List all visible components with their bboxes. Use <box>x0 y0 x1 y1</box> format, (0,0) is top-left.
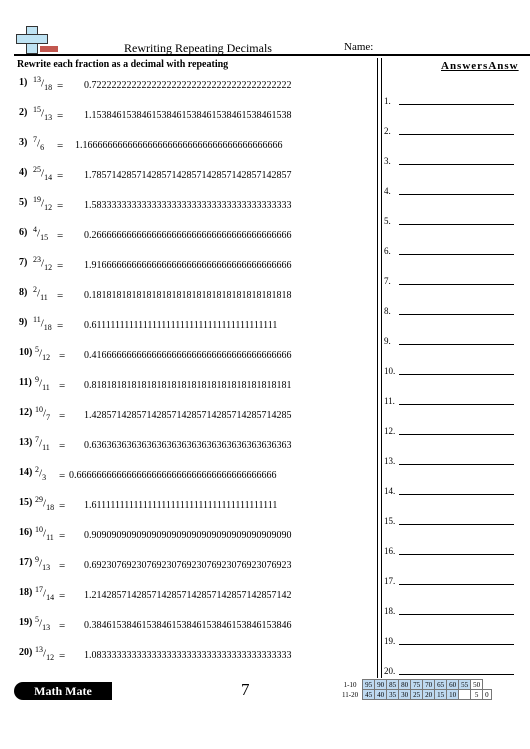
numerator: 29 <box>35 495 43 504</box>
equals-sign: = <box>57 110 64 122</box>
numerator: 9 <box>35 375 39 384</box>
fraction: $^{23}/_{12}$ <box>33 255 53 272</box>
problem-number: 12) <box>19 407 33 418</box>
problem-number: 20) <box>19 647 33 658</box>
answer-blank[interactable] <box>399 464 514 465</box>
answer-blank[interactable] <box>399 104 514 105</box>
score-cell: 60 <box>447 680 459 690</box>
answer-line[interactable] <box>384 568 530 588</box>
denominator: 6 <box>40 142 45 152</box>
answer-number: 5. <box>384 216 391 226</box>
problem-row <box>19 135 369 163</box>
answer-line[interactable] <box>384 388 530 408</box>
answer-line[interactable] <box>384 88 530 108</box>
problem-row <box>19 345 369 373</box>
answer-number: 17. <box>384 576 396 586</box>
problem-number: 4) <box>19 167 28 178</box>
equals-sign: = <box>57 230 64 242</box>
fraction: $^5/_{12}$ <box>35 345 51 362</box>
score-range-label: 11-20 <box>342 690 359 699</box>
equals-sign: = <box>57 170 64 182</box>
score-cell: 65 <box>435 680 447 690</box>
denominator: 14 <box>44 172 53 182</box>
brand-logo: Math Mate <box>14 682 112 700</box>
answer-blank[interactable] <box>399 224 514 225</box>
problem-row <box>19 165 369 193</box>
decimal-value: 0.1818181818181818181818181818181818181818 <box>84 290 292 301</box>
decimal-value: 0.3846153846153846153846153846153846153846 <box>84 620 292 631</box>
denominator: 3 <box>42 472 47 482</box>
problem-row <box>19 525 369 553</box>
problem-number: 15) <box>19 497 33 508</box>
answer-blank[interactable] <box>399 254 514 255</box>
problem-row <box>19 225 369 253</box>
numerator: 10 <box>35 525 43 534</box>
problem-number: 11) <box>19 377 32 388</box>
denominator: 18 <box>44 82 53 92</box>
answer-line[interactable] <box>384 118 530 138</box>
equals-sign: = <box>57 200 64 212</box>
instructions: Rewrite each fraction as a decimal with repeating <box>17 59 229 70</box>
denominator: 12 <box>44 202 53 212</box>
decimal-value: 0.6363636363636363636363636363636363636363 <box>84 440 292 451</box>
equals-sign: = <box>57 140 64 152</box>
decimal-value: 1.6111111111111111111111111111111111111111 <box>84 500 278 511</box>
fraction: $^{19}/_{12}$ <box>33 195 53 212</box>
answer-number: 10. <box>384 366 396 376</box>
answer-blank[interactable] <box>399 584 514 585</box>
denominator: 7 <box>46 412 51 422</box>
equals-sign: = <box>59 560 66 572</box>
answer-number: 11. <box>384 396 395 406</box>
fraction: $^2/_{11}$ <box>33 285 48 302</box>
answer-line[interactable] <box>384 268 530 288</box>
equals-sign: = <box>57 290 64 302</box>
problem-row <box>19 615 369 643</box>
answer-line[interactable] <box>384 658 530 678</box>
numerator: 7 <box>35 435 39 444</box>
answer-line[interactable] <box>384 508 530 528</box>
score-cell: 20 <box>423 690 435 700</box>
answer-line[interactable] <box>384 538 530 558</box>
decimal-value: 0.6666666666666666666666666666666666666666 <box>69 470 277 481</box>
equals-sign: = <box>59 650 66 662</box>
numerator: 9 <box>35 555 39 564</box>
fraction: $^{15}/_{13}$ <box>33 105 53 122</box>
score-cell: 35 <box>387 690 399 700</box>
fraction: $^{10}/_7$ <box>35 405 51 422</box>
equals-sign: = <box>59 410 66 422</box>
problem-row <box>19 375 369 403</box>
decimal-value: 0.9090909090909090909090909090909090909090 <box>84 530 292 541</box>
equals-sign: = <box>57 260 64 272</box>
numerator: 7 <box>33 135 37 144</box>
score-cell: 25 <box>411 690 423 700</box>
decimal-value: 1.0833333333333333333333333333333333333333 <box>84 650 292 661</box>
answer-line[interactable] <box>384 598 530 618</box>
answer-number: 2. <box>384 126 391 136</box>
score-cell: 10 <box>447 690 459 700</box>
answer-blank[interactable] <box>399 164 514 165</box>
answer-line[interactable] <box>384 298 530 318</box>
problem-number: 6) <box>19 227 28 238</box>
answer-number: 18. <box>384 606 396 616</box>
problem-number: 14) <box>19 467 33 478</box>
decimal-value: 0.2666666666666666666666666666666666666666 <box>84 230 292 241</box>
score-cell: 95 <box>363 680 375 690</box>
answer-number: 9. <box>384 336 391 346</box>
equals-sign: = <box>59 530 66 542</box>
answer-line[interactable] <box>384 328 530 348</box>
answer-blank[interactable] <box>399 614 514 615</box>
answer-number: 4. <box>384 186 391 196</box>
numerator: 19 <box>33 195 41 204</box>
problem-number: 18) <box>19 587 33 598</box>
answer-blank[interactable] <box>399 194 514 195</box>
problem-row <box>19 585 369 613</box>
decimal-value: 0.7222222222222222222222222222222222222222 <box>84 80 292 91</box>
decimal-value: 1.2142857142857142857142857142857142857142 <box>84 590 292 601</box>
answer-line[interactable] <box>384 358 530 378</box>
fraction: $^2/_3$ <box>35 465 47 482</box>
problem-number: 5) <box>19 197 28 208</box>
answer-line[interactable] <box>384 238 530 258</box>
answer-blank[interactable] <box>399 644 514 645</box>
numerator: 13 <box>33 75 41 84</box>
fraction: $^9/_{13}$ <box>35 555 51 572</box>
equals-sign: = <box>59 500 66 512</box>
answer-blank[interactable] <box>399 314 514 315</box>
equals-sign: = <box>59 350 66 362</box>
answer-line[interactable] <box>384 448 530 468</box>
score-cell: 5 <box>471 690 483 700</box>
answer-number: 3. <box>384 156 391 166</box>
answers-title: AnswersAnsw <box>441 60 519 72</box>
answer-blank[interactable] <box>399 434 514 435</box>
fraction: $^7/_6$ <box>33 135 45 152</box>
problem-row <box>19 195 369 223</box>
numerator: 25 <box>33 165 41 174</box>
answer-number: 16. <box>384 546 396 556</box>
problem-row <box>19 435 369 463</box>
denominator: 11 <box>40 292 48 302</box>
problem-row <box>19 495 369 523</box>
denominator: 18 <box>43 322 52 332</box>
problem-number: 2) <box>19 107 28 118</box>
equals-sign: = <box>59 470 66 482</box>
answer-blank[interactable] <box>399 674 514 675</box>
problem-number: 1) <box>19 77 28 88</box>
problem-row <box>19 315 369 343</box>
fraction: $^5/_{13}$ <box>35 615 51 632</box>
answer-number: 12. <box>384 426 396 436</box>
score-cell: 90 <box>375 680 387 690</box>
decimal-value: 0.6111111111111111111111111111111111111111 <box>84 320 278 331</box>
fraction: $^{29}/_{18}$ <box>35 495 55 512</box>
decimal-value: 1.7857142857142857142857142857142857142857 <box>84 170 292 181</box>
fraction: $^{25}/_{14}$ <box>33 165 53 182</box>
answer-number: 7. <box>384 276 391 286</box>
fraction: $^{13}/_{18}$ <box>33 75 53 92</box>
numerator: 5 <box>35 345 39 354</box>
answer-number: 20. <box>384 666 396 676</box>
answer-line[interactable] <box>384 208 530 228</box>
answer-number: 14. <box>384 486 396 496</box>
problem-number: 10) <box>19 347 33 358</box>
score-table <box>340 679 492 700</box>
denominator: 12 <box>42 352 51 362</box>
decimal-value: 1.4285714285714285714285714285714285714285 <box>84 410 292 421</box>
problem-row <box>19 285 369 313</box>
decimal-value: 0.4166666666666666666666666666666666666666 <box>84 350 292 361</box>
score-cell: 70 <box>423 680 435 690</box>
numerator: 15 <box>33 105 41 114</box>
fraction: $^{17}/_{14}$ <box>35 585 55 602</box>
problem-number: 7) <box>19 257 28 268</box>
score-cell <box>459 690 471 700</box>
equals-sign: = <box>59 590 66 602</box>
answer-blank[interactable] <box>399 374 514 375</box>
score-cell: 50 <box>471 680 483 690</box>
problem-row <box>19 105 369 133</box>
problem-number: 16) <box>19 527 33 538</box>
problem-row <box>19 645 369 673</box>
name-label: Name: <box>344 41 374 53</box>
numerator: 11 <box>33 315 41 324</box>
answer-blank[interactable] <box>399 134 514 135</box>
answer-number: 15. <box>384 516 396 526</box>
numerator: 10 <box>35 405 43 414</box>
denominator: 12 <box>46 652 55 662</box>
denominator: 18 <box>46 502 55 512</box>
answer-blank[interactable] <box>399 524 514 525</box>
numerator: 23 <box>33 255 41 264</box>
numerator: 2 <box>33 285 37 294</box>
answer-blank[interactable] <box>399 554 514 555</box>
answer-blank[interactable] <box>399 404 514 405</box>
answer-blank[interactable] <box>399 494 514 495</box>
score-cell: 0 <box>483 690 492 700</box>
denominator: 11 <box>42 442 50 452</box>
score-cell: 85 <box>387 680 399 690</box>
worksheet-title: Rewriting Repeating Decimals <box>124 41 272 55</box>
problem-row <box>19 465 369 493</box>
answer-number: 1. <box>384 96 391 106</box>
fraction: $^4/_{15}$ <box>33 225 49 242</box>
decimal-value: 0.8181818181818181818181818181818181818181 <box>84 380 292 391</box>
problem-number: 17) <box>19 557 33 568</box>
score-cell: 55 <box>459 680 471 690</box>
header-rule <box>14 54 530 56</box>
score-cell: 75 <box>411 680 423 690</box>
problem-row <box>19 255 369 283</box>
problem-row <box>19 555 369 583</box>
answer-line[interactable] <box>384 148 530 168</box>
numerator: 5 <box>35 615 39 624</box>
answer-line[interactable] <box>384 178 530 198</box>
problem-number: 13) <box>19 437 33 448</box>
denominator: 15 <box>40 232 49 242</box>
denominator: 13 <box>42 622 51 632</box>
score-cell: 80 <box>399 680 411 690</box>
answer-blank[interactable] <box>399 344 514 345</box>
decimal-value: 0.6923076923076923076923076923076923076923 <box>84 560 292 571</box>
answer-line[interactable] <box>384 628 530 648</box>
decimal-value: 1.5833333333333333333333333333333333333333 <box>84 200 292 211</box>
fraction: $^{13}/_{12}$ <box>35 645 55 662</box>
denominator: 13 <box>44 112 53 122</box>
equals-sign: = <box>59 380 66 392</box>
answer-line[interactable] <box>384 478 530 498</box>
column-divider <box>377 58 382 678</box>
decimal-value: 1.1666666666666666666666666666666666666666 <box>75 140 283 151</box>
answer-number: 19. <box>384 636 396 646</box>
equals-sign: = <box>59 440 66 452</box>
score-row <box>340 680 491 690</box>
problem-row <box>19 405 369 433</box>
problem-number: 8) <box>19 287 28 298</box>
numerator: 4 <box>33 225 37 234</box>
fraction: $^{10}/_{11}$ <box>35 525 54 542</box>
equals-sign: = <box>57 80 64 92</box>
decimal-value: 1.1538461538461538461538461538461538461538 <box>84 110 292 121</box>
numerator: 17 <box>35 585 43 594</box>
denominator: 14 <box>46 592 55 602</box>
numerator: 13 <box>35 645 43 654</box>
score-row <box>340 690 491 700</box>
answer-line[interactable] <box>384 418 530 438</box>
problem-number: 9) <box>19 317 28 328</box>
score-cell: 30 <box>399 690 411 700</box>
score-cell: 15 <box>435 690 447 700</box>
denominator: 12 <box>44 262 53 272</box>
fraction: $^{11}/_{18}$ <box>33 315 52 332</box>
answer-number: 6. <box>384 246 391 256</box>
equals-sign: = <box>57 320 64 332</box>
problem-number: 19) <box>19 617 33 628</box>
score-cell: 45 <box>363 690 375 700</box>
answer-number: 13. <box>384 456 396 466</box>
page-number: 7 <box>241 680 250 699</box>
score-range-label: 1-10 <box>343 680 357 689</box>
answer-blank[interactable] <box>399 284 514 285</box>
denominator: 13 <box>42 562 51 572</box>
score-cell: 40 <box>375 690 387 700</box>
answer-number: 8. <box>384 306 391 316</box>
denominator: 11 <box>46 532 54 542</box>
fraction: $^9/_{11}$ <box>35 375 50 392</box>
numerator: 2 <box>35 465 39 474</box>
worksheet-logo-icon <box>14 26 58 54</box>
decimal-value: 1.9166666666666666666666666666666666666666 <box>84 260 292 271</box>
fraction: $^7/_{11}$ <box>35 435 50 452</box>
equals-sign: = <box>59 620 66 632</box>
problem-row <box>19 75 369 103</box>
problem-number: 3) <box>19 137 28 148</box>
denominator: 11 <box>42 382 50 392</box>
